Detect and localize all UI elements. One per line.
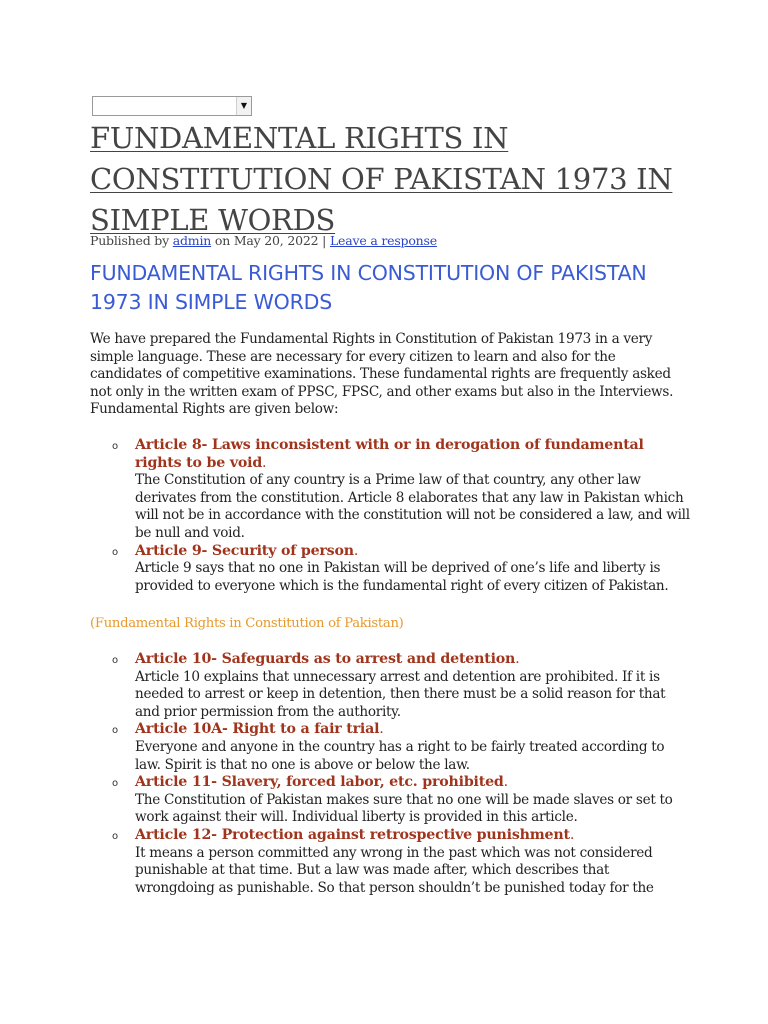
article-title-dot: . bbox=[569, 826, 575, 843]
article-title-dot: . bbox=[515, 651, 520, 667]
list-item bbox=[90, 543, 690, 596]
article-heading-item bbox=[135, 721, 690, 739]
article-heading-item bbox=[135, 827, 690, 845]
intro-paragraph: We have prepared the Fundamental Rights in Constitution of Pakistan 1973 in a very simple language. These are necessary for every citizen to learn and also for the candidates of competitive examinations. These fundamental rights are frequently asked not only in the written exam of PPSC, FPSC, and other exams but also in the Interviews. Fundamental Rights are given below: bbox=[90, 331, 674, 418]
article-title-dot: . bbox=[503, 774, 508, 791]
article-title: Article 11- Slavery, forced labor, etc. prohibited bbox=[135, 774, 504, 791]
circle-bullet-icon: o bbox=[112, 778, 119, 790]
article-body: Article 10 explains that unnecessary arrest and detention are prohibited. If it is needed to arrest or keep in detention, then there must be a solid reason for that and prior permission from the authority. bbox=[135, 668, 666, 720]
article-heading: FUNDAMENTAL RIGHTS IN CONSTITUTION OF PAKISTAN 1973 IN SIMPLE WORDS bbox=[90, 261, 647, 314]
circle-bullet-icon: o bbox=[112, 546, 119, 558]
list-item bbox=[90, 651, 690, 721]
article-heading-item bbox=[135, 543, 690, 561]
article-body: Everyone and anyone in the country has a right to be fairly treated according to law. Spirit is that no one is above or below the law. bbox=[135, 738, 665, 773]
page-title[interactable]: FUNDAMENTAL RIGHTS IN CONSTITUTION OF PAKISTAN 1973 IN SIMPLE WORDS bbox=[90, 121, 673, 237]
article-heading-item bbox=[135, 651, 690, 669]
article-title: Article 10- Safeguards as to arrest and detention bbox=[135, 651, 516, 667]
article-list-1 bbox=[90, 437, 690, 595]
meta-prefix: Published by bbox=[90, 233, 173, 248]
article-body: It means a person committed any wrong in the past which was not considered punishable at that time. But a law was made after, which describes that wrongdoing as punishable. So that person shouldn’t be punished today for the bbox=[135, 844, 654, 896]
chevron-down-icon[interactable]: ▼ bbox=[236, 97, 251, 115]
list-item bbox=[90, 721, 690, 774]
article-heading-item bbox=[135, 437, 690, 472]
circle-bullet-icon: o bbox=[112, 441, 119, 452]
circle-bullet-icon: o bbox=[112, 725, 119, 737]
section-note: (Fundamental Rights in Constitution of Pakistan) bbox=[90, 616, 404, 631]
list-item bbox=[90, 774, 690, 827]
article-title: Article 10A- Right to a fair trial bbox=[135, 721, 380, 738]
article-body: The Constitution of Pakistan makes sure that no one will be made slaves or set to work against their will. Individual liberty is provided in this article. bbox=[135, 791, 673, 826]
list-item bbox=[90, 827, 690, 897]
circle-bullet-icon: o bbox=[112, 655, 119, 666]
list-item bbox=[90, 437, 690, 543]
article-title-dot: . bbox=[353, 542, 359, 559]
article-title-dot: . bbox=[379, 721, 384, 738]
article-heading-item bbox=[135, 774, 690, 792]
author-link[interactable]: admin bbox=[172, 233, 212, 248]
post-meta bbox=[90, 233, 437, 248]
circle-bullet-icon: o bbox=[112, 830, 119, 842]
article-title: Article 9- Security of person bbox=[135, 542, 354, 559]
article-body: Article 9 says that no one in Pakistan will be deprived of one’s life and liberty is provided to everyone which is the fundamental right of every citizen of Pakistan. bbox=[135, 560, 669, 594]
category-select[interactable] bbox=[92, 96, 252, 116]
leave-response-link[interactable]: Leave a response bbox=[329, 233, 437, 248]
article-body: The Constitution of any country is a Prime law of that country, any other law derivates from the constitution. Article 8 elaborates that any law in Pakistan which will not be in accordance with the constitution will not be considered a law, and will be null and void. bbox=[135, 472, 690, 541]
article-title: Article 12- Protection against retrospective punishment bbox=[135, 826, 570, 843]
meta-date: on May 20, 2022 | bbox=[211, 233, 330, 248]
article-title: Article 8- Laws inconsistent with or in derogation of fundamental rights to be void bbox=[135, 437, 644, 471]
article-title-dot: . bbox=[262, 454, 267, 471]
article-list-2 bbox=[90, 651, 690, 897]
